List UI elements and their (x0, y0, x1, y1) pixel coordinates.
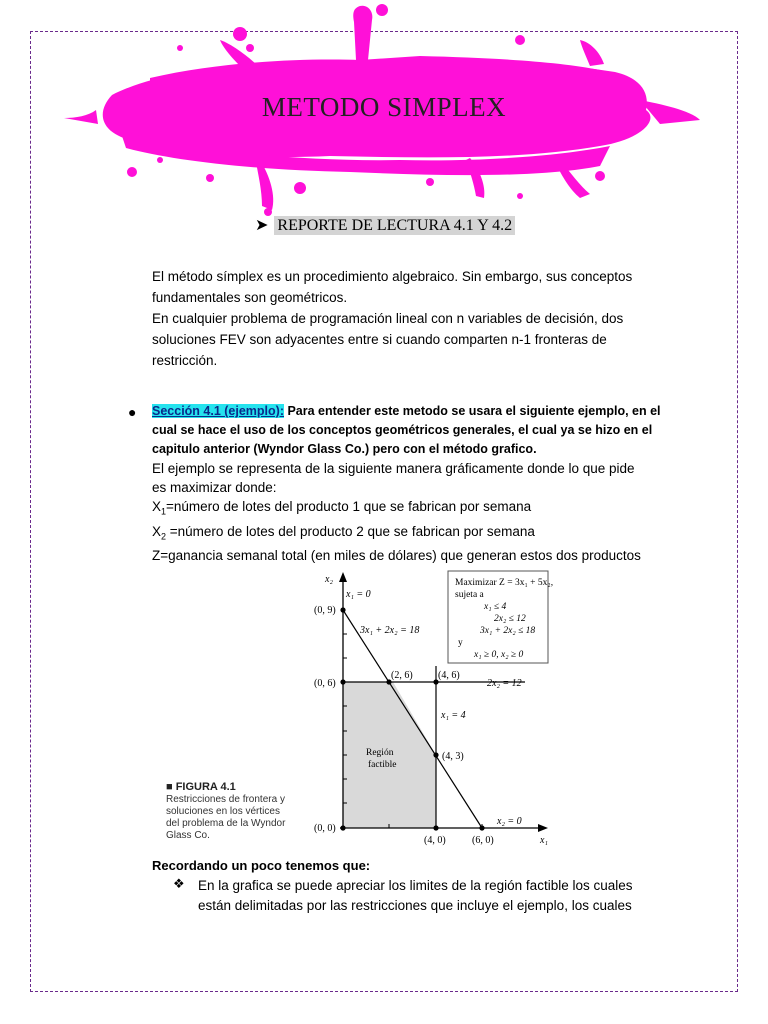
model-line: 3x₁ + 2x₂ ≤ 18 (480, 626, 536, 636)
point-label: (0, 6) (314, 678, 336, 689)
model-line: Maximizar Z = 3x₁ + 5x₂, (455, 578, 554, 588)
section-line: El ejemplo se representa de la siguiente manera gráficamente donde lo que pide (152, 461, 635, 476)
vertex-0-9 (340, 607, 345, 612)
x-axis-arrow (538, 824, 548, 832)
bullet-dot-icon: ● (128, 404, 137, 420)
var-text: =número de lotes del producto 2 que se fabrican por semana (166, 523, 535, 539)
line-label: x₁ = 0 (346, 589, 371, 600)
point-label: (0, 0) (314, 823, 336, 834)
line-label: 2x₂ = 12 (487, 678, 522, 689)
model-line: x₁ ≥ 0, x₂ ≥ 0 (474, 650, 524, 660)
section-line (152, 402, 692, 421)
region-label: factible (368, 760, 397, 770)
var-name: X (152, 523, 162, 539)
intro-line: restricción. (152, 353, 218, 368)
section-label: Sección 4.1 (ejemplo): (152, 404, 284, 418)
caption-line: soluciones en los vértices (166, 806, 280, 817)
var-sub: 2 (161, 531, 167, 542)
section-line: cual se hace el uso de los conceptos geométricos generales, el cual ya se hizo en el (152, 423, 653, 437)
vertex-6-0 (479, 825, 484, 830)
diamond-bullet-icon: ❖ (173, 876, 185, 891)
intro-line: El método símplex es un procedimiento algebraico. Sin embargo, sus conceptos (152, 269, 633, 284)
page-title: METODO SIMPLEX (261, 92, 507, 122)
vertex-4-0 (433, 825, 438, 830)
section-line: capitulo anterior (Wyndor Glass Co.) pero con el método grafico. (152, 442, 537, 456)
point-label: (6, 0) (472, 835, 494, 846)
axis-label-y: x₂ (325, 574, 333, 585)
x2-definition (152, 522, 692, 547)
var-name: X (152, 499, 162, 514)
var-text: =número de lotes del producto 1 que se fabrican por semana (166, 499, 532, 514)
caption-line: del problema de la Wyndor (166, 818, 286, 829)
region-label: Región (366, 748, 394, 758)
point-label: (2, 6) (391, 670, 413, 681)
point-label: (4, 6) (438, 670, 460, 681)
y-axis-arrow (339, 572, 347, 582)
intro-line: soluciones FEV son adyacentes entre si cuando comparten n-1 fronteras de (152, 332, 607, 347)
model-line: y (458, 638, 463, 648)
axis-label-x: x₁ (540, 835, 548, 846)
vertex-4-3 (433, 752, 438, 757)
section-line: es maximizar donde: (152, 480, 277, 495)
point-label: (4, 3) (442, 751, 464, 762)
vertex-0-6 (340, 679, 345, 684)
intro-paragraph (152, 266, 672, 371)
caption-title: ■ FIGURA 4.1 (166, 781, 236, 793)
section-line-text: Para entender este metodo se usara el siguiente ejemplo, en el (283, 404, 661, 418)
bullet-line: En la grafica se puede apreciar los limites de la región factible los cuales (198, 878, 633, 893)
model-line: 2x₂ ≤ 12 (494, 614, 526, 624)
section-heading-text: REPORTE DE LECTURA 4.1 Y 4.2 (274, 216, 515, 235)
recordando-heading: Recordando un poco tenemos que: (152, 858, 371, 873)
line-label: x₁ = 4 (441, 710, 466, 721)
intro-line: fundamentales son geométricos. (152, 290, 348, 305)
z-definition: Z=ganancia semanal total (en miles de dólares) que generan estos dos productos (152, 548, 641, 564)
model-line: x₁ ≤ 4 (484, 602, 507, 612)
vertex-0-0 (340, 825, 345, 830)
x1-definition (152, 497, 692, 522)
arrow-bullet-icon: ➤ (255, 217, 269, 234)
var-sub: 1 (161, 506, 167, 517)
caption-line: Restricciones de frontera y (166, 794, 285, 805)
point-label: (4, 0) (424, 835, 446, 846)
section-4-1-paragraph (152, 402, 692, 565)
caption-line: Glass Co. (166, 830, 210, 841)
point-label: (0, 9) (314, 605, 336, 616)
bullet-2-paragraph (198, 876, 678, 916)
line-label: 3x₁ + 2x₂ = 18 (360, 625, 420, 636)
intro-line: En cualquier problema de programación lineal con n variables de decisión, dos (152, 311, 624, 326)
model-line: sujeta a (455, 590, 484, 600)
bullet-line: están delimitadas por las restricciones que incluye el ejemplo, los cuales (198, 898, 632, 913)
section-heading (255, 215, 515, 235)
figure-caption (166, 781, 316, 842)
line-label: x₂ = 0 (497, 816, 522, 827)
